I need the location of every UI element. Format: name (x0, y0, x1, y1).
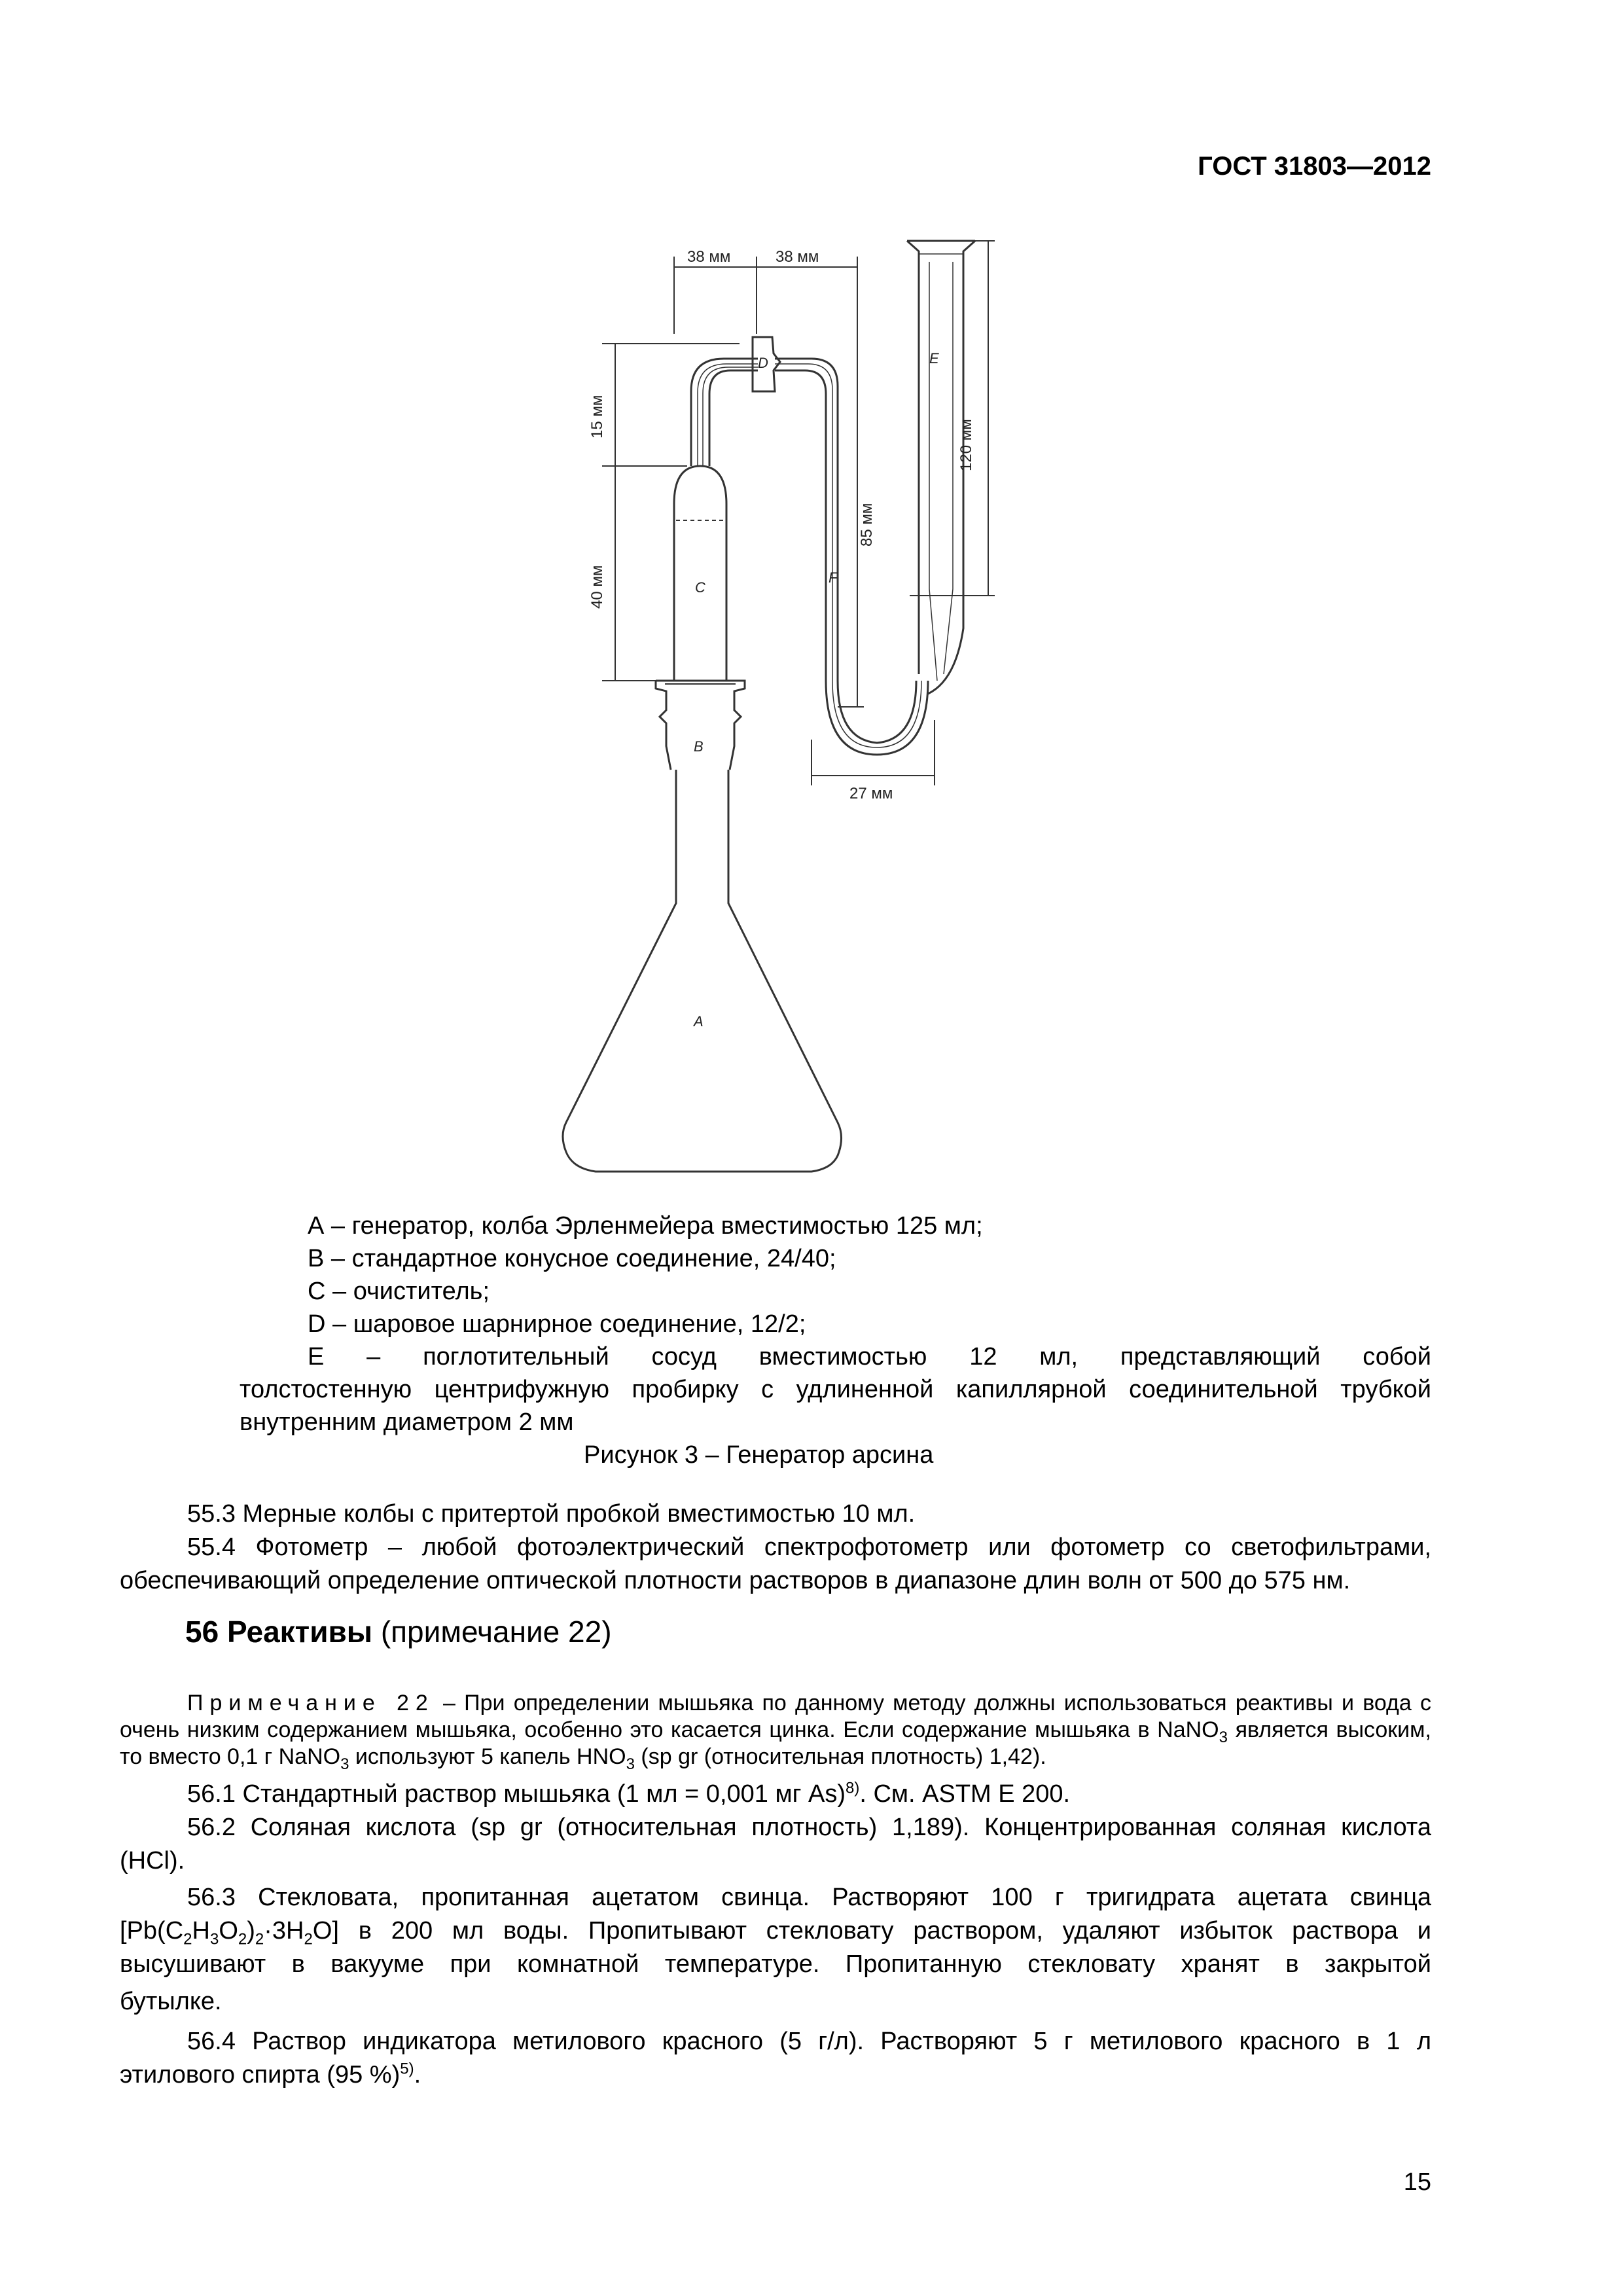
flask-a (563, 770, 842, 1172)
dim-left-lower: 40 мм (588, 565, 606, 609)
dim-right: 120 мм (957, 419, 975, 471)
note-text-1: – При определении мышьяка по данному методу должны использоваться реактивы и вода с очень низким содержанием мышьяка, особенно это касается цинка. Если содержание мышьяка в NaNO (120, 1691, 1432, 1742)
dim-top-left: 38 мм (687, 248, 731, 266)
paragraph-55-4-line1: 55.4 Фотометр – любой фотоэлектрический спектрофотометр или фотометр со светофильтрами, (187, 1534, 1431, 1561)
legend-item-b: В – стандартное конусное соединение, 24/40; (308, 1245, 836, 1272)
section-note-ref: (примечание 22) (372, 1615, 612, 1649)
paragraph-55-4-line2: обеспечивающий определение оптической плотности растворов в диапазоне длин волн от 500 до 575 нм. (120, 1567, 1351, 1594)
part-label-b: B (694, 738, 704, 755)
paragraph-55-3: 55.3 Мерные колбы с притертой пробкой вместимостью 10 мл. (187, 1500, 916, 1528)
paragraph-56-2-line1: 56.2 Соляная кислота (sp gr (относительная плотность) 1,189). Концентрированная соляная кислота (187, 1814, 1431, 1841)
paragraph-56-2-line2: (HCl). (120, 1847, 185, 1874)
scrubber-c (674, 466, 726, 681)
note-text-4: (sp gr (относительная плотность) 1,42). (634, 1744, 1046, 1769)
note-text-3: используют 5 капель HNO (349, 1744, 626, 1769)
figure-caption: Рисунок 3 – Генератор арсина (584, 1441, 934, 1469)
section-title: 56 Реактивы (185, 1615, 373, 1649)
legend-item-c: С – очиститель; (308, 1278, 490, 1305)
note-text-2: является высоким, то вместо 0,1 г NaNO (120, 1717, 1431, 1769)
document-header: ГОСТ 31803—2012 (1198, 152, 1431, 181)
note-22: Примечание 22 – При определении мышьяка по данному методу должны использоваться реактивы и вода с очень низким содержанием мышьяка, особенно это касается цинка. Если содержание мышьяка в NaNO$_3$ является высоким, то вместо 0,1 г NaNO$_3$ используют 5 капель $HNO_3$ (sp gr (относительная плотность) 1,42). (120, 1691, 1432, 1773)
note-label: Примечание 22 (187, 1691, 435, 1715)
legend-item-d: D – шаровое шарнирное соединение, 12/2; (308, 1310, 806, 1338)
legend-item-e-line1: Е – поглотительный сосуд вместимостью 12 мл, представляющий собой (308, 1343, 1431, 1371)
legend-item-e-line2: толстостенную центрифужную пробирку с удлиненной капиллярной соединительной трубкой (240, 1376, 1431, 1403)
paragraph-56-3-line4: бутылке. (120, 1988, 222, 2015)
joint-b (656, 681, 745, 770)
paragraph-56-4-line1: 56.4 Раствор индикатора метилового красного (5 г/л). Растворяют 5 г метилового красного в 1 л (187, 2028, 1431, 2055)
part-label-c: C (695, 579, 705, 596)
paragraph-56-3-line2: $[Pb(C_2H_3O_2)_2\cdot 3H_2O]$ в 200 мл воды. Пропитывают стекловату раствором, удаляют избыток раствора и (120, 1917, 1431, 1948)
dim-top-right: 38 мм (776, 248, 819, 266)
dim-left-upper: 15 мм (588, 395, 606, 439)
paragraph-56-4-line2: этилового спирта (95 %)$^{5)}$. (120, 2060, 421, 2089)
part-label-d: D (758, 355, 768, 371)
legend-item-e-line3: внутренним диаметром 2 мм (240, 1408, 574, 1436)
part-label-e: E (929, 350, 939, 367)
paragraph-56-1: 56.1 Стандартный раствор мышьяка (1 мл = 0,001 мг As)$^{8)}$. См. ASTM E 200. (187, 1779, 1071, 1808)
page-number: 15 (1403, 2168, 1431, 2196)
part-label-a: A (694, 1013, 704, 1030)
paragraph-56-3-line1: 56.3 Стекловата, пропитанная ацетатом свинца. Растворяют 100 г тригидрата ацетата свинца (187, 1884, 1431, 1911)
dim-middle: 85 мм (858, 503, 876, 547)
paragraph-56-3-line3: высушивают в вакууме при комнатной температуре. Пропитанную стекловату хранят в закрытой (120, 1950, 1431, 1978)
dim-bottom: 27 мм (849, 785, 893, 802)
section-56-heading (185, 1614, 612, 1649)
arsine-generator-figure (537, 223, 1008, 1178)
legend-item-a: А – генератор, колба Эрленмейера вместимостью 125 мл; (308, 1212, 983, 1240)
part-label-f: F (829, 569, 838, 586)
